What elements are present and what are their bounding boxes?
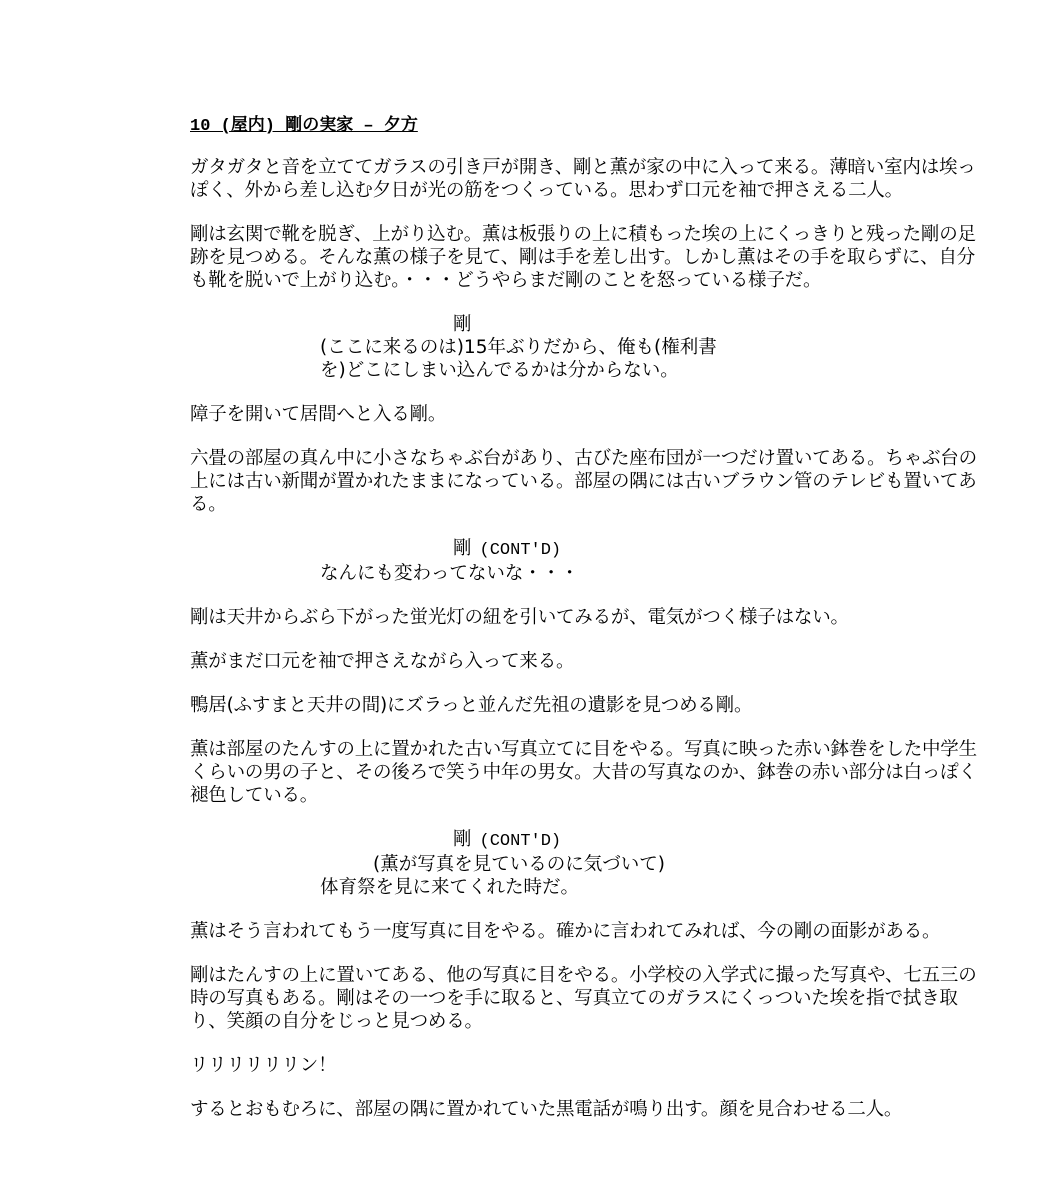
dialogue-line: 体育祭を見に来てくれた時だ。 (320, 877, 580, 898)
action-paragraph: 剛は天井からぶら下がった蛍光灯の紐を引いてみるが、電気がつく様子はない。 (190, 607, 849, 628)
action-paragraph: 障子を開いて居間へと入る剛。 (190, 404, 447, 425)
dialogue-text: (ここに来るのは)15年ぶりだから、俺も(権利書 (320, 337, 717, 358)
character-name: 剛 (453, 314, 472, 335)
dialogue-block (190, 537, 980, 585)
dialogue-text: を)どこにしまい込んでるかは分からない。 (320, 360, 679, 381)
dialogue-line (320, 336, 760, 382)
character-name-text: 剛 (453, 538, 472, 559)
action-paragraph: 薫がまだ口元を袖で押さえながら入って来る。 (190, 651, 575, 672)
dialogue-line: なんにも変わってないな・・・ (320, 563, 579, 584)
action-paragraph: 六畳の部屋の真ん中に小さなちゃぶ台があり、古びた座布団が一つだけ置いてある。ちゃぶ台の上には古い新聞が置かれたままになっている。部屋の隅には古いブラウン管のテレビも置いてある。 (190, 448, 977, 515)
parenthetical: (薫が写真を見ているのに気づいて) (373, 854, 665, 875)
sound-effect: リリリリリリン！ (190, 1055, 337, 1076)
script-page (190, 116, 980, 1142)
action-paragraph: 薫は部屋のたんすの上に置かれた古い写真立てに目をやる。写真に映った赤い鉢巻をした中学生くらいの男の子と、その後ろで笑う中年の男女。大昔の写真なのか、鉢巻の赤い部分は白っぽく褪色している。 (190, 739, 977, 806)
character-name (453, 537, 980, 562)
action-paragraph: 薫はそう言われてもう一度写真に目をやる。確かに言われてみれば、今の剛の面影がある。 (190, 921, 941, 942)
character-name (453, 828, 980, 853)
dialogue-block (190, 313, 980, 382)
cont-marker: (CONT'D) (479, 541, 562, 560)
scene-heading: 10 (屋内) 剛の実家 – 夕方 (190, 117, 418, 136)
character-name-text: 剛 (453, 829, 472, 850)
action-paragraph: 剛はたんすの上に置いてある、他の写真に目をやる。小学校の入学式に撮った写真や、七五三の時の写真もある。剛はその一つを手に取ると、写真立てのガラスにくっついた埃を指で拭き取り、笑顔の自分をじっと見つめる。 (190, 965, 977, 1032)
action-paragraph: するとおもむろに、部屋の隅に置かれていた黒電話が鳴り出す。顔を見合わせる二人。 (190, 1099, 903, 1120)
action-paragraph: 鴨居(ふすまと天井の間)にズラっと並んだ先祖の遺影を見つめる剛。 (190, 695, 753, 716)
cont-marker: (CONT'D) (479, 832, 562, 851)
action-paragraph: 剛は玄関で靴を脱ぎ、上がり込む。薫は板張りの上に積もった埃の上にくっきりと残った剛の足跡を見つめる。そんな薫の様子を見て、剛は手を差し出す。しかし薫はその手を取らずに、自分も靴を脱いで上がり込む。・・・どうやらまだ剛のことを怒っている様子だ。 (190, 224, 976, 291)
action-paragraph: ガタガタと音を立ててガラスの引き戸が開き、剛と薫が家の中に入って来る。薄暗い室内は埃っぽく、外から差し込む夕日が光の筋をつくっている。思わず口元を袖で押さえる二人。 (190, 157, 976, 201)
dialogue-block (190, 828, 980, 899)
